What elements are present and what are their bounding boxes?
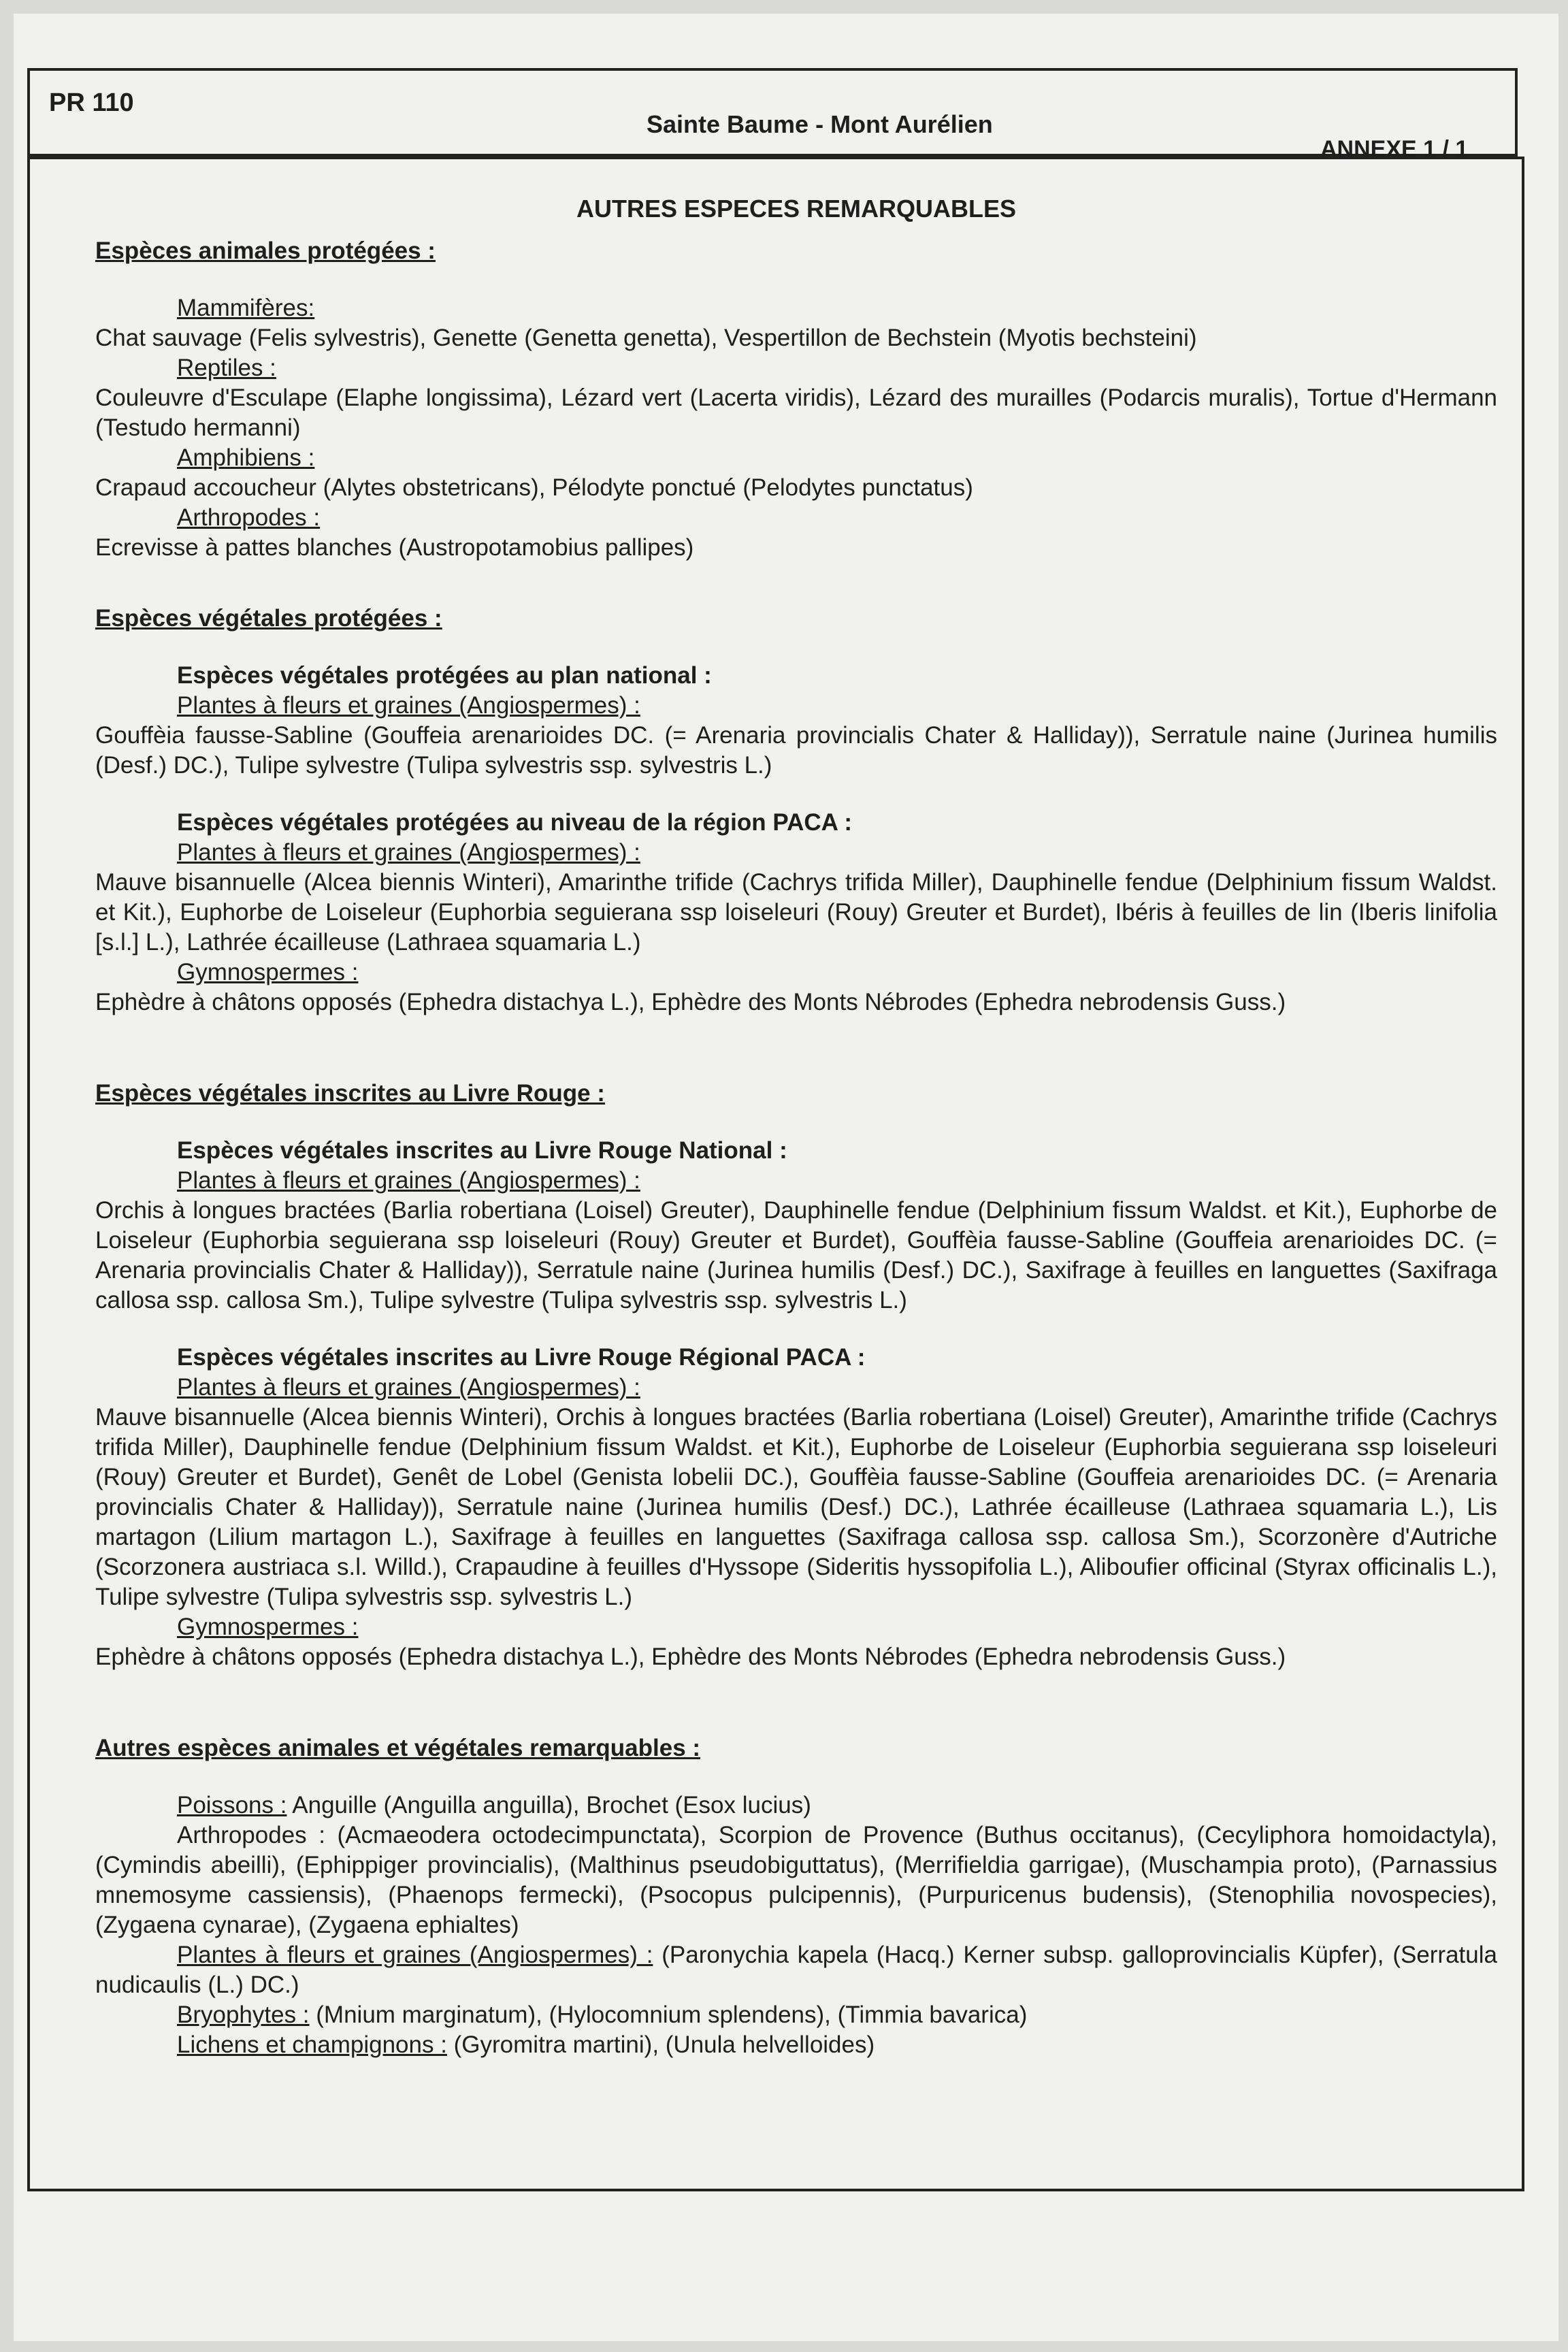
group-text: Mauve bisannuelle (Alcea biennis Winteri), Amarinthe trifide (Cachrys trifida Miller), Dauphinelle fendue (Delphinium fissum Waldst. et Kit.), Euphorbe de Loiseleur (Euphorbia seguierana ssp loiseleuri (Rouy) Greuter et Burdet), Ibéris à feuilles de lin (Iberis linifolia [s.l.] L.), Lathrée écailleuse (Lathraea squamaria L.) bbox=[95, 869, 1497, 956]
group-label: Mammifères: bbox=[177, 295, 315, 321]
plantes-row bbox=[95, 1940, 1497, 2000]
group-text: Crapaud accoucheur (Alytes obstetricans), Pélodyte ponctué (Pelodytes punctatus) bbox=[95, 474, 973, 501]
group-label: Gymnospermes : bbox=[177, 1614, 359, 1640]
group-text: (Paronychia kapela (Hacq.) Kerner subsp. galloprovincialis Küpfer), (Serratula nudicaulis (L.) DC.) bbox=[95, 1942, 1497, 1998]
group-label: Plantes à fleurs et graines (Angiospermes) : bbox=[177, 692, 640, 719]
group-text: Anguille (Anguilla anguilla), Brochet (Esox lucius) bbox=[287, 1792, 811, 1818]
group-label: Plantes à fleurs et graines (Angiospermes) : bbox=[177, 839, 640, 866]
group-label: Arthropodes : bbox=[177, 1822, 325, 1848]
bryophytes-row bbox=[177, 2000, 1497, 2030]
subsection-heading: Espèces végétales protégées au plan national : bbox=[177, 662, 712, 689]
group-text: (Acmaeodera octodecimpunctata), Scorpion de Provence (Buthus occitanus), (Cecyliphora homoidactyla), (Cymindis abeilli), (Ephippiger provincialis), (Malthinus pseudobiguttatus), (Merrifieldia garrigae), (Muschampia proto), (Parnassius mnemosyme cassiensis), (Phaenops fermecki), (Psocopus pulcipennis), (Purpuricenus budensis), (Stenophilia novospecies), (Zygaena cynarae), (Zygaena ephialtes) bbox=[95, 1822, 1497, 1938]
lichens-row bbox=[177, 2030, 1497, 2060]
group-text: Ecrevisse à pattes blanches (Austropotamobius pallipes) bbox=[95, 534, 694, 561]
group-label: Gymnospermes : bbox=[177, 959, 359, 985]
group-text: (Mnium marginatum), (Hylocomnium splendens), (Timmia bavarica) bbox=[309, 2002, 1028, 2028]
group-text: Chat sauvage (Felis sylvestris), Genette (Genetta genetta), Vespertillon de Bechstein (Myotis bechsteini) bbox=[95, 325, 1197, 351]
group-text: Mauve bisannuelle (Alcea biennis Winteri), Orchis à longues bractées (Barlia robertiana (Loisel) Greuter), Amarinthe trifide (Cachrys trifida Miller), Dauphinelle fendue (Delphinium fissum Waldst. et Kit.), Euphorbe de Loiseleur (Euphorbia seguierana ssp loiseleuri (Rouy) Greuter et Burdet), Genêt de Lobel (Genista lobelii DC.), Gouffèia fausse-Sabline (Gouffeia arenarioides DC. (= Arenaria provincialis Chater & Halliday)), Serratule naine (Jurinea humilis (Desf.) DC.), Lathrée écailleuse (Lathraea squamaria L.), Lis martagon (Lilium martagon L.), Saxifrage à feuilles en languettes (Saxifraga callosa ssp. callosa Sm.), Scorzonère d'Autriche (Scorzonera austriaca s.l. Willd.), Crapaudine à feuilles d'Hyssope (Sideritis hyssopifolia L.), Aliboufier officinal (Styrax officinalis L.), Tulipe sylvestre (Tulipa sylvestris ssp. sylvestris L.) bbox=[95, 1404, 1497, 1610]
page-title: AUTRES ESPECES REMARQUABLES bbox=[576, 195, 1017, 223]
group-label: Reptiles : bbox=[177, 355, 276, 381]
group-text: Ephèdre à châtons opposés (Ephedra distachya L.), Ephèdre des Monts Nébrodes (Ephedra nebrodensis Guss.) bbox=[95, 989, 1286, 1015]
group-label: Plantes à fleurs et graines (Angiospermes) : bbox=[177, 1374, 640, 1401]
subsection-heading: Espèces végétales protégées au niveau de la région PACA : bbox=[177, 809, 853, 836]
section-heading-protected-plants: Espèces végétales protégées : bbox=[95, 605, 442, 632]
group-label: Plantes à fleurs et graines (Angiospermes) : bbox=[177, 1167, 640, 1194]
group-text: Gouffèia fausse-Sabline (Gouffeia arenarioides DC. (= Arenaria provincialis Chater & Halliday)), Serratule naine (Jurinea humilis (Desf.) DC.), Tulipe sylvestre (Tulipa sylvestris ssp. sylvestris L.) bbox=[95, 722, 1497, 779]
subsection-heading: Espèces végétales inscrites au Livre Rouge National : bbox=[177, 1137, 787, 1164]
arthropodes-row bbox=[95, 1820, 1497, 1940]
group-label: Amphibiens : bbox=[177, 444, 315, 471]
section-heading-other: Autres espèces animales et végétales remarquables : bbox=[95, 1735, 701, 1761]
group-label: Poissons : bbox=[177, 1792, 287, 1818]
group-label: Plantes à fleurs et graines (Angiospermes) : bbox=[177, 1942, 653, 1968]
subsection-heading: Espèces végétales inscrites au Livre Rouge Régional PACA : bbox=[177, 1344, 866, 1371]
group-label: Arthropodes : bbox=[177, 504, 321, 531]
poissons-row bbox=[177, 1791, 1497, 1820]
site-name: Sainte Baume - Mont Aurélien bbox=[647, 110, 993, 138]
group-text: Ephèdre à châtons opposés (Ephedra distachya L.), Ephèdre des Monts Nébrodes (Ephedra nebrodensis Guss.) bbox=[95, 1644, 1286, 1670]
annex-label: ANNEXE 1 / 1 bbox=[1320, 136, 1469, 162]
group-label: Bryophytes : bbox=[177, 2002, 310, 2028]
section-heading-red-book: Espèces végétales inscrites au Livre Rouge : bbox=[95, 1080, 605, 1107]
section-heading-animals: Espèces animales protégées : bbox=[95, 238, 436, 264]
group-text: (Gyromitra martini), (Unula helvelloides) bbox=[446, 2031, 875, 2058]
document-body bbox=[95, 194, 1497, 2060]
group-text: Orchis à longues bractées (Barlia robertiana (Loisel) Greuter), Dauphinelle fendue (Delphinium fissum Waldst. et Kit.), Euphorbe de Loiseleur (Euphorbia seguierana ssp loiseleuri (Rouy) Greuter et Burdet), Gouffèia fausse-Sabline (Gouffeia arenarioides DC. (= Arenaria provincialis Chater & Halliday)), Serratule naine (Jurinea humilis (Desf.) DC.), Saxifrage à feuilles en languettes (Saxifraga callosa ssp. callosa Sm.), Tulipe sylvestre (Tulipa sylvestris ssp. sylvestris L.) bbox=[95, 1197, 1497, 1313]
group-text: Couleuvre d'Esculape (Elaphe longissima), Lézard vert (Lacerta viridis), Lézard des murailles (Podarcis muralis), Tortue d'Hermann (Testudo hermanni) bbox=[95, 385, 1497, 441]
document-code: PR 110 bbox=[49, 88, 134, 117]
group-label: Lichens et champignons : bbox=[177, 2031, 447, 2058]
